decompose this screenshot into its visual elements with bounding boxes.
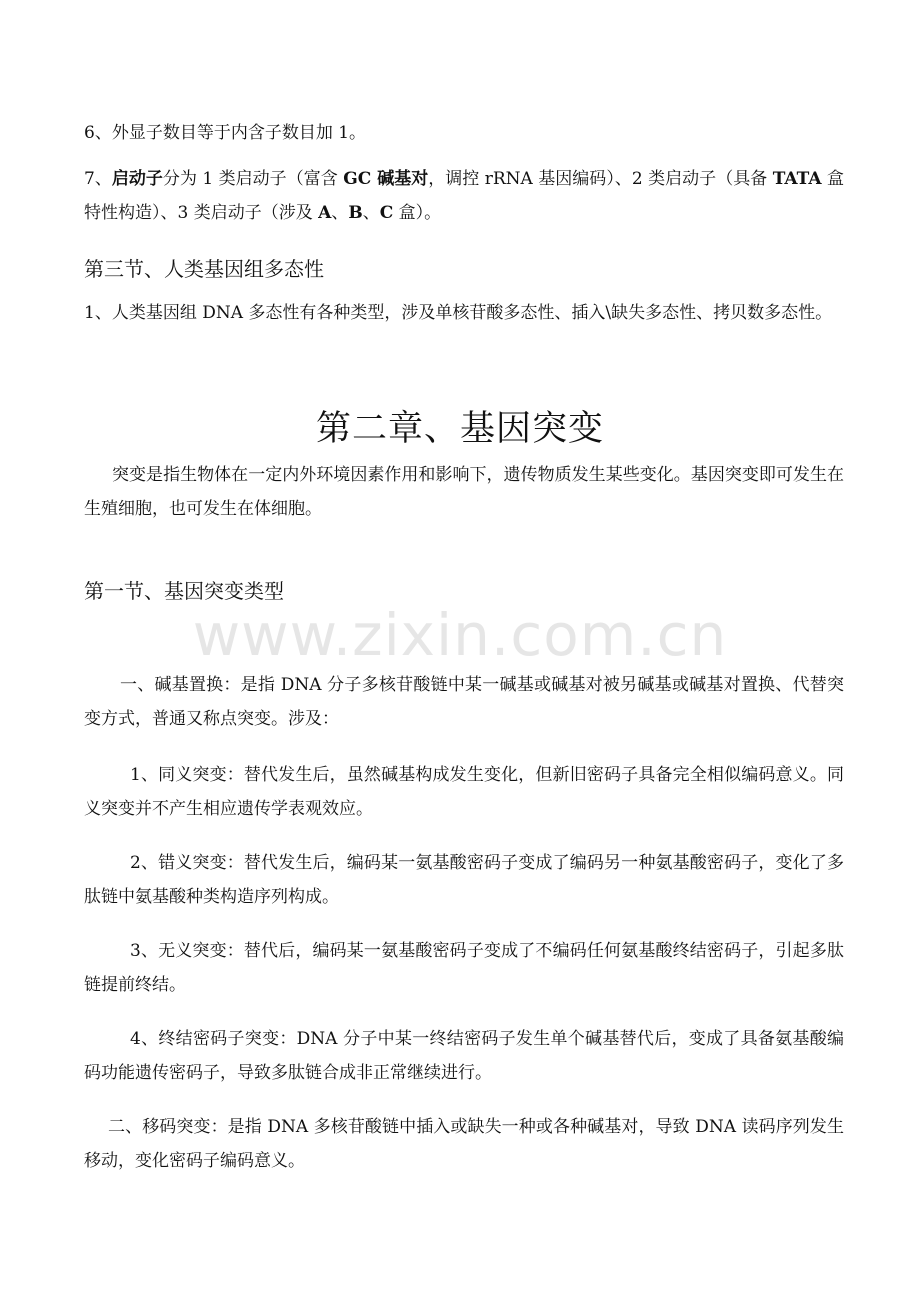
missense-mutation-paragraph: 2、错义突变：替代发生后，编码某一氨基酸密码子变成了编码另一种氨基酸密码子，变化了多肽链中氨基酸种类构造序列构成。	[84, 853, 844, 907]
section-1-title: 第一节、基因突变类型	[84, 579, 284, 603]
term-promoter: 启动子	[111, 169, 163, 189]
synonymous-mutation-paragraph: 1、同义突变：替代发生后，虽然碱基构成发生变化，但新旧密码子具备完全相似编码意义。同义突变并不产生相应遗传学表观效应。	[84, 765, 844, 819]
chapter-2-intro: 突变是指生物体在一定内外环境因素作用和影响下，遗传物质发生某些变化。基因突变即可发生在生殖细胞，也可发生在体细胞。	[84, 465, 844, 519]
stop-codon-mutation-paragraph: 4、终结密码子突变：DNA 分子中某一终结密码子发生单个碱基替代后，变成了具备氨基酸编码功能遗传密码子，导致多肽链合成非正常继续进行。	[84, 1029, 844, 1083]
chapter-2-title: 第二章、基因突变	[315, 409, 604, 449]
watermark: www.zixin.com.cn	[192, 601, 728, 669]
item-6: 6、外显子数目等于内含子数目加 1。	[84, 123, 367, 143]
base-substitution-paragraph: 一、碱基置换：是指 DNA 分子多核苷酸链中某一碱基或碱基对被另碱基或碱基对置换、代替突变方式，普通又称点突变。涉及：	[84, 675, 844, 729]
nonsense-mutation-paragraph: 3、无义突变：替代后，编码某一氨基酸密码子变成了不编码任何氨基酸终结密码子，引起多肽链提前终结。	[84, 941, 844, 995]
frameshift-mutation-paragraph: 二、移码突变：是指 DNA 多核苷酸链中插入或缺失一种或各种碱基对，导致 DNA 读码序列发生移动，变化密码子编码意义。	[84, 1117, 844, 1171]
section-3-item-1: 1、人类基因组 DNA 多态性有各种类型，涉及单核苷酸多态性、插入\缺失多态性、拷贝数多态性。	[84, 303, 833, 323]
section-3-title: 第三节、人类基因组多态性	[84, 257, 324, 281]
item-7: 7、启动子分为 1 类启动子（富含 GC 碱基对，调控 rRNA 基因编码）、2 类启动子（具备 TATA 盒特性构造）、3 类启动子（涉及 A、B、C 盒）。	[84, 169, 845, 223]
